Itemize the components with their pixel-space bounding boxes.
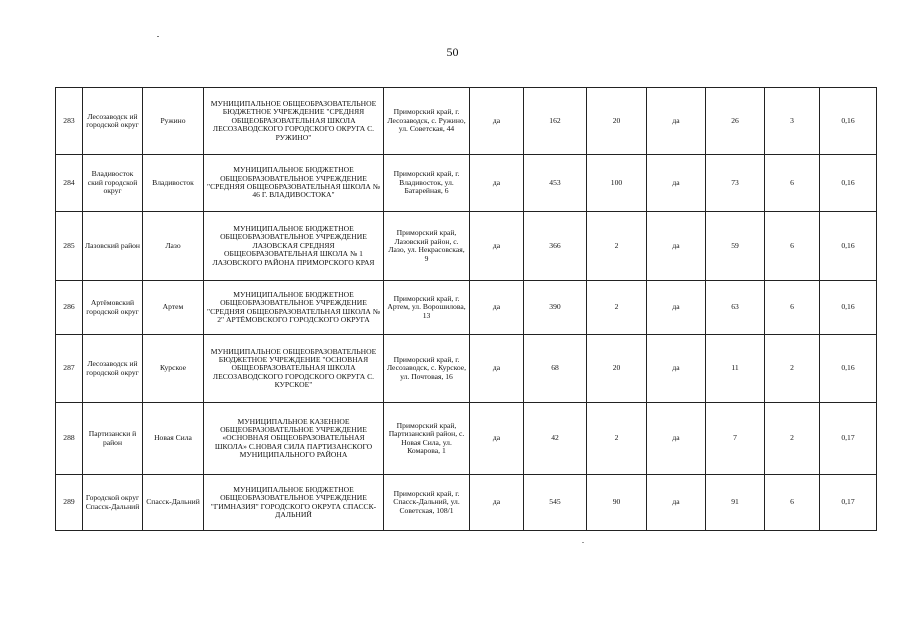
value-cell-g: 0,17 [820,475,877,531]
value-cell-g: 0,17 [820,403,877,475]
table-row [56,475,877,531]
table-row [56,281,877,335]
district-cell: Городской округ Спасск-Дальний [83,475,143,531]
address-cell: Приморский край, Партизанский район, с. Новая Сила, ул. Комарова, 1 [384,403,470,475]
value-cell-e: 63 [706,281,765,335]
locality-cell: Владивосток [143,155,204,212]
value-cell-a: да [470,281,524,335]
value-cell-a: да [470,335,524,403]
value-cell-a: да [470,88,524,155]
value-cell-e: 26 [706,88,765,155]
district-cell: Лесозаводск ий городской округ [83,88,143,155]
value-cell-d: да [647,155,706,212]
value-cell-a: да [470,212,524,281]
value-cell-b: 390 [524,281,587,335]
value-cell-b: 366 [524,212,587,281]
value-cell-f: 6 [765,155,820,212]
row-number: 286 [56,281,83,335]
value-cell-e: 73 [706,155,765,212]
value-cell-b: 162 [524,88,587,155]
organization-name-cell: МУНИЦИПАЛЬНОЕ БЮДЖЕТНОЕ ОБЩЕОБРАЗОВАТЕЛЬНОЕ УЧРЕЖДЕНИЕ "СРЕДНЯЯ ОБЩЕОБРАЗОВАТЕЛЬНАЯ ШКОЛА № 2" АРТЁМОВСКОГО ГОРОДСКОГО ОКРУГА [204,281,384,335]
scan-speck [157,36,159,37]
district-cell: Партизански й район [83,403,143,475]
district-cell: Лесозаводск ий городской округ [83,335,143,403]
district-cell: Лазовский район [83,212,143,281]
value-cell-c: 20 [587,335,647,403]
address-cell: Приморский край, г. Артем, ул. Ворошилова, 13 [384,281,470,335]
value-cell-b: 68 [524,335,587,403]
value-cell-g: 0,16 [820,335,877,403]
value-cell-e: 91 [706,475,765,531]
schools-table [55,87,877,531]
value-cell-c: 90 [587,475,647,531]
page-number: 50 [446,45,459,59]
address-cell: Приморский край, Лазовский район, с. Лазо, ул. Некрасовская, 9 [384,212,470,281]
value-cell-c: 20 [587,88,647,155]
address-cell: Приморский край, г. Владивосток, ул. Батарейная, 6 [384,155,470,212]
value-cell-a: да [470,403,524,475]
value-cell-c: 100 [587,155,647,212]
table-row [56,155,877,212]
row-number: 285 [56,212,83,281]
value-cell-e: 59 [706,212,765,281]
organization-name-cell: МУНИЦИПАЛЬНОЕ БЮДЖЕТНОЕ ОБЩЕОБРАЗОВАТЕЛЬНОЕ УЧРЕЖДЕНИЕ ЛАЗОВСКАЯ СРЕДНЯЯ ОБЩЕОБРАЗОВАТЕЛЬНАЯ ШКОЛА № 1 ЛАЗОВСКОГО РАЙОНА ПРИМОРСКОГО КРАЯ [204,212,384,281]
value-cell-d: да [647,335,706,403]
address-cell: Приморский край, г. Спасск-Дальний, ул. Советская, 108/1 [384,475,470,531]
value-cell-d: да [647,212,706,281]
row-number: 283 [56,88,83,155]
value-cell-f: 3 [765,88,820,155]
value-cell-f: 2 [765,335,820,403]
table-row [56,88,877,155]
table-row [56,335,877,403]
locality-cell: Ружино [143,88,204,155]
address-cell: Приморский край, г. Лесозаводск, с. Курское, ул. Почтовая, 16 [384,335,470,403]
value-cell-d: да [647,88,706,155]
value-cell-b: 42 [524,403,587,475]
value-cell-f: 6 [765,212,820,281]
value-cell-g: 0,16 [820,212,877,281]
value-cell-g: 0,16 [820,155,877,212]
value-cell-f: 6 [765,475,820,531]
value-cell-g: 0,16 [820,88,877,155]
value-cell-b: 545 [524,475,587,531]
organization-name-cell: МУНИЦИПАЛЬНОЕ ОБЩЕОБРАЗОВАТЕЛЬНОЕ БЮДЖЕТНОЕ УЧРЕЖДЕНИЕ "СРЕДНЯЯ ОБЩЕОБРАЗОВАТЕЛЬНАЯ ШКОЛА ЛЕСОЗАВОДСКОГО ГОРОДСКОГО ОКРУГА С. РУЖИНО" [204,88,384,155]
district-cell: Артёмовский городской округ [83,281,143,335]
row-number: 289 [56,475,83,531]
row-number: 288 [56,403,83,475]
address-cell: Приморский край, г. Лесозаводск, с. Ружино, ул. Советская, 44 [384,88,470,155]
value-cell-e: 11 [706,335,765,403]
organization-name-cell: МУНИЦИПАЛЬНОЕ КАЗЕННОЕ ОБЩЕОБРАЗОВАТЕЛЬНОЕ УЧРЕЖДЕНИЕ «ОСНОВНАЯ ОБЩЕОБРАЗОВАТЕЛЬНАЯ ШКОЛА» С.НОВАЯ СИЛА ПАРТИЗАНСКОГО МУНИЦИПАЛЬНОГО РАЙОНА [204,403,384,475]
locality-cell: Спасск-Дальний [143,475,204,531]
locality-cell: Курское [143,335,204,403]
scan-speck [582,542,584,543]
value-cell-f: 2 [765,403,820,475]
value-cell-d: да [647,475,706,531]
table-row [56,403,877,475]
row-number: 284 [56,155,83,212]
value-cell-c: 2 [587,403,647,475]
value-cell-e: 7 [706,403,765,475]
value-cell-a: да [470,155,524,212]
organization-name-cell: МУНИЦИПАЛЬНОЕ БЮДЖЕТНОЕ ОБЩЕОБРАЗОВАТЕЛЬНОЕ УЧРЕЖДЕНИЕ "СРЕДНЯЯ ОБЩЕОБРАЗОВАТЕЛЬНАЯ ШКОЛА № 46 Г. ВЛАДИВОСТОКА" [204,155,384,212]
locality-cell: Лазо [143,212,204,281]
value-cell-d: да [647,281,706,335]
locality-cell: Артем [143,281,204,335]
value-cell-b: 453 [524,155,587,212]
value-cell-c: 2 [587,212,647,281]
value-cell-a: да [470,475,524,531]
locality-cell: Новая Сила [143,403,204,475]
organization-name-cell: МУНИЦИПАЛЬНОЕ БЮДЖЕТНОЕ ОБЩЕОБРАЗОВАТЕЛЬНОЕ УЧРЕЖДЕНИЕ "ГИМНАЗИЯ" ГОРОДСКОГО ОКРУГА СПАССК-ДАЛЬНИЙ [204,475,384,531]
value-cell-g: 0,16 [820,281,877,335]
row-number: 287 [56,335,83,403]
value-cell-f: 6 [765,281,820,335]
value-cell-c: 2 [587,281,647,335]
organization-name-cell: МУНИЦИПАЛЬНОЕ ОБЩЕОБРАЗОВАТЕЛЬНОЕ БЮДЖЕТНОЕ УЧРЕЖДЕНИЕ "ОСНОВНАЯ ОБЩЕОБРАЗОВАТЕЛЬНАЯ ШКОЛА ЛЕСОЗАВОДСКОГО ГОРОДСКОГО ОКРУГА С. КУРСКОЕ" [204,335,384,403]
table-row [56,212,877,281]
value-cell-d: да [647,403,706,475]
district-cell: Владивосток ский городской округ [83,155,143,212]
